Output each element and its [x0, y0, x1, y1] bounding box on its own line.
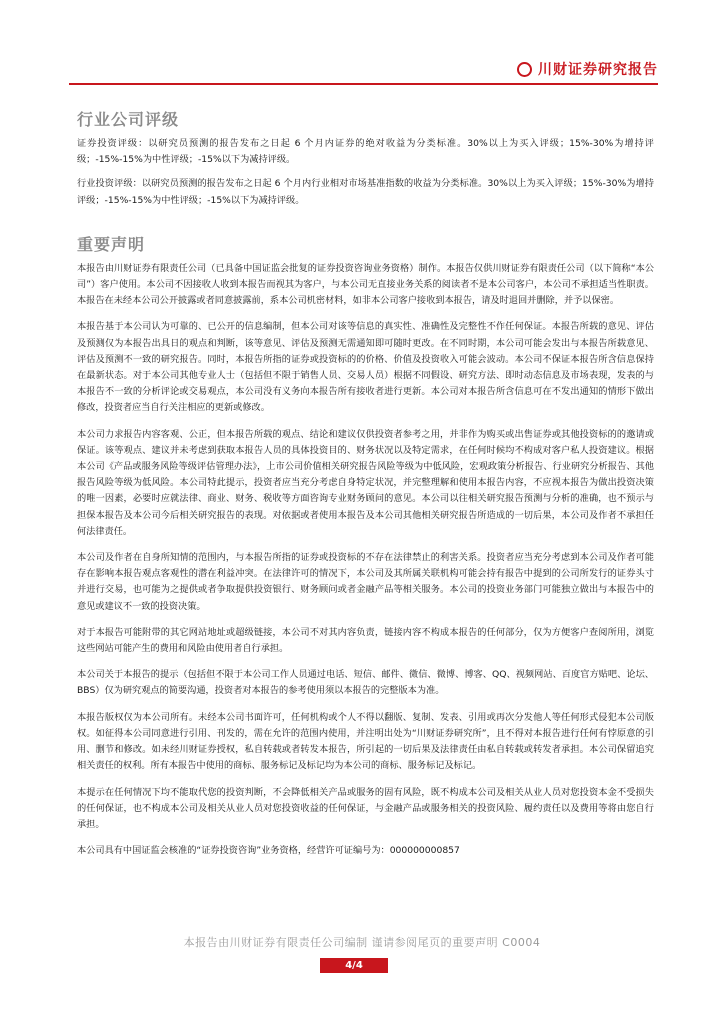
page-number-badge: 4/4 — [320, 958, 388, 973]
license-paragraph: 本公司具有中国证监会核准的“证券投资咨询”业务资格，经营许可证编号为：000000000857 — [77, 845, 460, 857]
brand-title: 川财证券研究报告 — [538, 62, 658, 78]
disclaimer-paragraph: 本公司关于本报告的提示（包括但不限于本公司工作人员通过电话、短信、邮件、微信、微博、博客、QQ、视频网站、百度官方贴吧、论坛、BBS）仅为研究观点的简要沟通，投资者对本报告的参考使用须以本报告的完整版本为准。 — [77, 669, 654, 697]
header-divider — [69, 83, 658, 85]
report-body — [77, 110, 654, 869]
chuancai-logo-icon — [517, 62, 532, 77]
disclaimer-paragraph: 本公司力求报告内容客观、公正，但本报告所载的观点、结论和建议仅供投资者参考之用，并非作为购买或出售证券或其他投资标的的邀请或保证。该等观点、建议并未考虑到获取本报告人员的具体投资目的、财务状况以及特定需求，在任何时候均不构成对客户私人投资建议。根据本公司《产品或服务风险等级评估管理办法》，上市公司价值相关研究报告风险等级为中低风险，宏观政策分析报告、行业研究分析报告、其他报告风险等级为低风险。本公司特此提示，投资者应当充分考虑自身特定状况，并完整理解和使用本报告内容，不应视本报告为做出投资决策的唯一因素，必要时应就法律、商业、财务、税收等方面咨询专业财务顾问的意见。本公司以往相关研究报告预测与分析的准确，也不预示与担保本报告及本公司今后相关研究报告的表现。对依据或者使用本报告及本公司其他相关研究报告所造成的一切后果，本公司及作者不承担任何法律责任。 — [77, 428, 654, 537]
disclaimer-paragraph: 本报告版权仅为本公司所有。未经本公司书面许可，任何机构或个人不得以翻版、复制、发表、引用或再次分发他人等任何形式侵犯本公司版权。如征得本公司同意进行引用、刊发的，需在允许的范围内使用，并注明出处为“川财证券研究所”，且不得对本报告进行任何有悖原意的引用、删节和修改。如未经川财证券授权，私自转载或者转发本报告，所引起的一切后果及法律责任由私自转载或转发者承担。本公司保留追究相关责任的权利。所有本报告中使用的商标、服务标记及标记均为本公司的商标、服务标记及标记。 — [77, 711, 654, 772]
disclaimer-paragraph: 本报告由川财证券有限责任公司（已具备中国证监会批复的证券投资咨询业务资格）制作。本报告仅供川财证券有限责任公司（以下简称“本公司”）客户使用。本公司不因接收人收到本报告而视其为客户，与本公司无直接业务关系的阅读者不是本公司客户，本公司不承担适当性职责。本报告在未经本公司公开披露或者同意披露前，系本公司机密材料，如非本公司客户接收到本报告，请及时退回并删除，并予以保密。 — [77, 262, 654, 307]
footer-note: 本报告由川财证券有限责任公司编制 谨请参阅尾页的重要声明 C0004 — [183, 936, 541, 949]
header-brand — [517, 56, 658, 82]
rating-paragraph: 行业投资评级：以研究员预测的报告发布之日起 6 个月内行业相对市场基准指数的收益为分类标准。30%以上为买入评级；15%-30%为增持评级；-15%-15%为中性评级；-15%以下为减持评级。 — [77, 178, 654, 206]
disclaimer-paragraph: 对于本报告可能附带的其它网站地址或超级链接，本公司不对其内容负责，链接内容不构成本报告的任何部分，仅为方便客户查阅所用，浏览这些网站可能产生的费用和风险由使用者自行承担。 — [77, 626, 654, 655]
rating-paragraph: 证券投资评级：以研究员预测的报告发布之日起 6 个月内证券的绝对收益为分类标准。30%以上为买入评级；15%-30%为增持评级；-15%-15%为中性评级；-15%以下为减持评级。 — [77, 138, 654, 166]
disclaimer-paragraph: 本提示在任何情况下均不能取代您的投资判断，不会降低相关产品或服务的固有风险，既不构成本公司及相关从业人员对您投资本金不受损失的任何保证，也不构成本公司及相关从业人员对您投资收益的任何保证，与金融产品或服务相关的投资风险、履约责任以及费用等将由您自行承担。 — [77, 786, 654, 830]
disclaimer-section-title: 重要声明 — [77, 234, 146, 254]
rating-section-title: 行业公司评级 — [77, 110, 180, 129]
disclaimer-paragraph: 本报告基于本公司认为可靠的、已公开的信息编制，但本公司对该等信息的真实性、准确性及完整性不作任何保证。本报告所载的意见、评估及预测仅为本报告出具日的观点和判断，该等意见、评估及预测无需通知即可随时更改。在不同时期，本公司可能会发出与本报告所载意见、评估及预测不一致的研究报告。同时，本报告所指的证券或投资标的的价格、价值及投资收入可能会波动。本公司不保证本报告所含信息保持在最新状态。对于本公司其他专业人士（包括但不限于销售人员、交易人员）根据不同假设、研究方法、即时动态信息及市场表现，发表的与本报告不一致的分析评论或交易观点，本公司没有义务向本报告所有接收者进行更新。本公司对本报告所含信息可在不发出通知的情形下做出修改，投资者应当自行关注相应的更新或修改。 — [77, 321, 654, 414]
disclaimer-paragraph: 本公司及作者在自身所知情的范围内，与本报告所指的证券或投资标的不存在法律禁止的利害关系。投资者应当充分考虑到本公司及作者可能存在影响本报告观点客观性的潜在利益冲突。在法律许可的情况下，本公司及其所属关联机构可能会持有报告中提到的公司所发行的证券头寸并进行交易，也可能为之提供或者争取提供投资银行、财务顾问或者金融产品等相关服务。本公司的投资业务部门可能独立做出与本报告中的意见或建议不一致的投资决策。 — [77, 552, 654, 612]
